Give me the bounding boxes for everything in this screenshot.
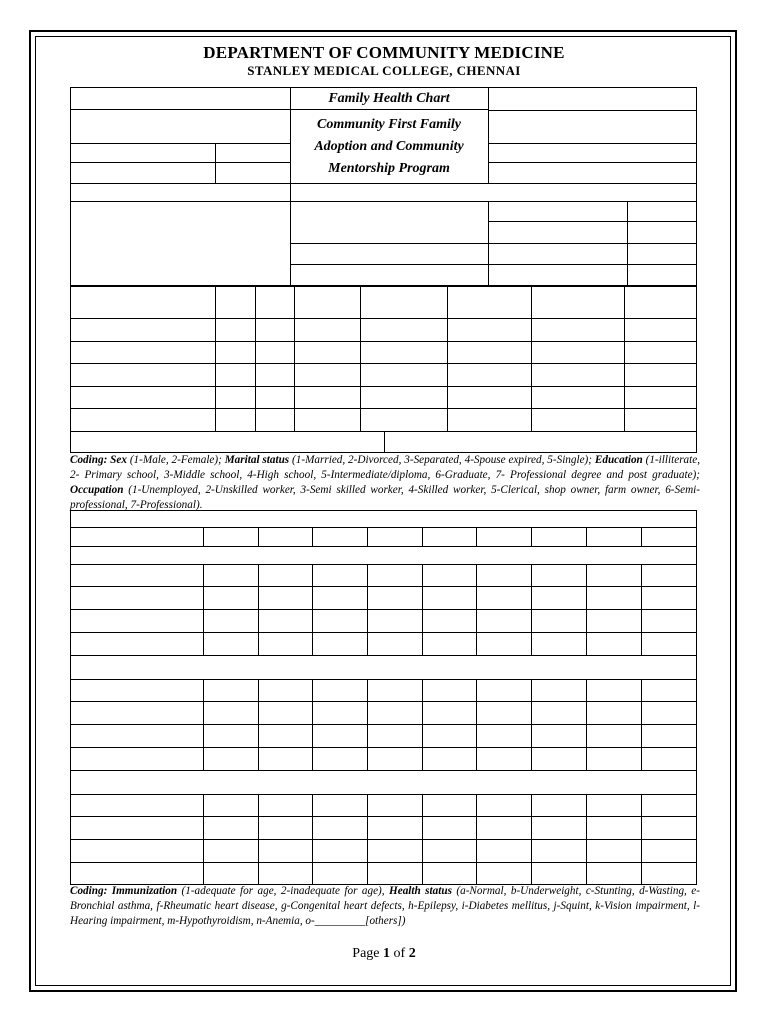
health-status-coding-values: (a-Normal, b-Underweight, c-Stunting, d-Wasting, e-Bronchial asthma, f-Rheumatic heart disease, g-Congenital heart defects, h-Epilepsy, i-Diabetes mellitus, j-Squint, k-Vision impairment, l-Hearing impairment, m-Hypothyroidism, n-Anemia, o-_________[others]) [70, 885, 700, 927]
program-line-2: Adoption and Community [314, 139, 464, 154]
marital-coding-values: (1-Married, 2-Divorced, 3-Separated, 4-Spouse expired, 5-Single); [292, 454, 593, 466]
chart-title: Family Health Chart [328, 91, 450, 106]
immunization-coding-label: Coding: Immunization [70, 885, 178, 897]
sex-coding-label: Coding: Sex [70, 454, 127, 466]
members-table-border [70, 286, 697, 453]
program-line-1: Community First Family [317, 117, 461, 132]
page-current: 1 [383, 946, 391, 961]
education-coding-values: (1-illiterate, 2- Primary school, 3-Middle school, 4-High school, 5-Intermediate/diploma, 6-Graduate, 7- Professional degree and post graduate); [70, 454, 701, 481]
education-coding-label: Education [594, 454, 643, 466]
occupation-coding-label: Occupation [70, 484, 124, 496]
department-title: DEPARTMENT OF COMMUNITY MEDICINE [203, 43, 565, 62]
page-number [0, 946, 768, 962]
program-line-3: Mentorship Program [328, 161, 450, 176]
immunization-coding-values: (1-adequate for age, 2-inadequate for age), [181, 885, 385, 897]
page-of: of [393, 946, 406, 961]
marital-coding-label: Marital status [224, 454, 290, 466]
page-word: Page [352, 946, 380, 961]
health-table-border [70, 510, 697, 885]
coding-legend-health [70, 884, 700, 929]
college-title: STANLEY MEDICAL COLLEGE, CHENNAI [247, 63, 521, 78]
page-total: 2 [408, 946, 416, 961]
sex-coding-values: (1-Male, 2-Female); [129, 454, 222, 466]
coding-legend-demographics [70, 453, 700, 513]
occupation-coding-values: (1-Unemployed, 2-Unskilled worker, 3-Semi skilled worker, 4-Skilled worker, 5-Clerical, shop owner, farm owner, 6-Semi-professional, 7-Professional). [70, 484, 701, 511]
health-status-coding-label: Health status [389, 885, 452, 897]
